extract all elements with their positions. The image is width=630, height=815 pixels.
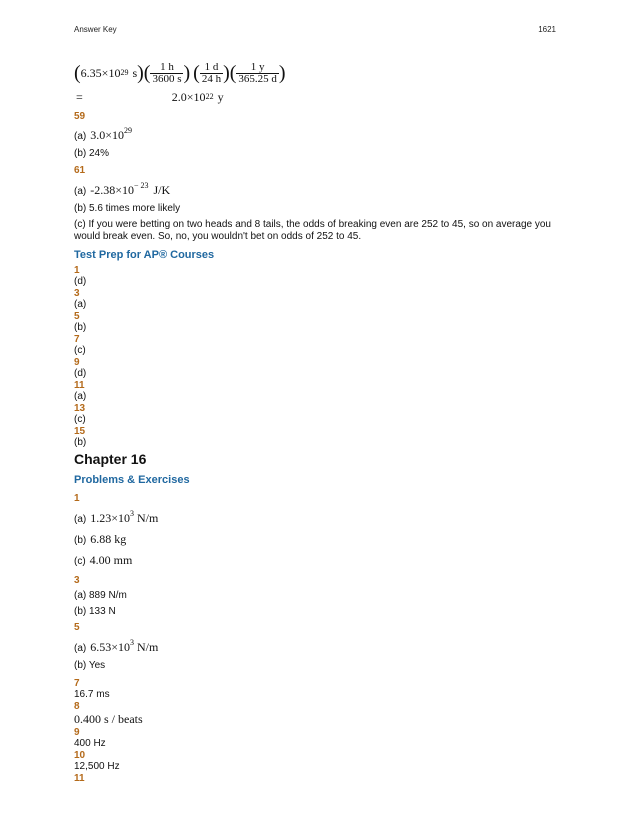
answer-b: (b) 24% [74,148,110,159]
answer-a: (a) $1.23\times 10^3$ N/m [74,509,159,525]
answer-c: (c) If you were betting on two heads and 8 tails, the odds of breaking even are 252 to 45, so on average you would break even. So, no, you wouldn't bet on odds of 252 to 45. [74,219,551,242]
conversion-result [74,88,556,106]
answer-a: (a) $6.53\times 10^3$ N/m [74,638,159,654]
problem-number: 11 [74,773,85,784]
lhs-coefficient: 6.35×10 [80,65,121,80]
lhs-unit: s [132,65,138,80]
answer: 0.400 s / beats [74,712,143,726]
problem-number: 59 [74,111,86,122]
conversion-equation: ( 6.35×10 $^{29}$ s )( $\frac{1 h}{3600 s}$ ) ( $\frac{1 d}{24 h}$ )( $\frac{1 y}{365.25 d}$ ) [74,60,286,85]
rhs-exponent: 22 [205,91,214,101]
lhs-exponent: 29 [120,67,129,77]
list-item: 1 (d) [74,265,87,287]
chapter-heading: Chapter 16 [74,451,147,467]
problem-number: 7 [74,678,80,689]
list-item: 3 (a) [74,288,87,310]
rhs-coefficient: 2.0×10 [171,89,206,104]
running-header: Answer Key [74,25,117,34]
answer-c: (c) 4.00 mm [74,553,133,567]
problem-number: 8 [74,701,80,712]
answer-key-content [74,60,556,784]
answer: 400 Hz [74,738,106,749]
problem-number: 9 [74,727,80,738]
test-prep-list [74,265,556,449]
fraction-days: $\frac{1 d}{24 h}$ [201,60,222,85]
answer: 16.7 ms [74,689,110,700]
answer-a: (a) $-2.38\times 10^{- 23}$ J/K [74,181,171,197]
problem-number: 1 [74,493,80,504]
answer-b: (b) 5.6 times more likely [74,203,181,214]
problem-number: 3 [74,575,80,586]
problem-number: 61 [74,165,86,176]
answer: 12,500 Hz [74,761,120,772]
answer-b: (b) 133 N [74,606,116,617]
list-item: 13 (c) [74,403,86,425]
page-number: 1621 [538,25,556,34]
list-item: 7 (c) [74,334,86,356]
equals-sign: = [76,89,83,104]
section-title-problems: Problems & Exercises [74,474,190,486]
problem-number: 10 [74,750,86,761]
answer-a: (a) $3.0\times 10^{29}$ [74,126,133,142]
list-item: 11 (a) [74,380,87,402]
fraction-years: $\frac{1 y}{365.25 d}$ [238,60,277,85]
fraction-hours: $\frac{1 h}{3600 s}$ [152,60,182,85]
answer-b: (b) Yes [74,660,106,671]
list-item: 15 (b) [74,426,87,448]
problem-number: 5 [74,622,80,633]
section-title-test-prep: Test Prep for AP® Courses [74,249,215,261]
list-item: 9 (d) [74,357,87,379]
rhs-unit: y [217,89,224,104]
list-item: 5 (b) [74,311,87,333]
answer-a: (a) 889 N/m [74,590,127,601]
answer-b: (b) 6.88 kg [74,532,127,546]
